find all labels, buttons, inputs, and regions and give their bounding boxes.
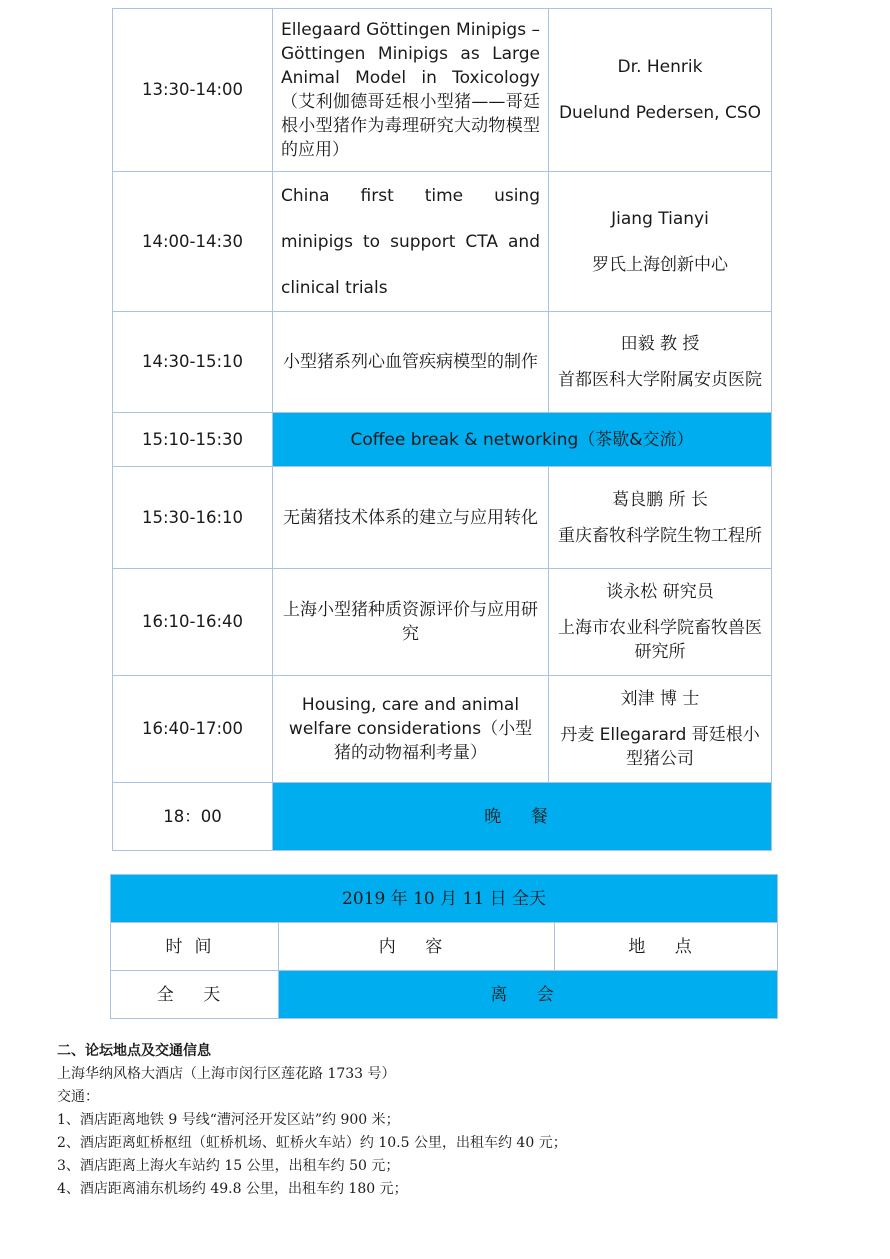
- transport-label: 交通：: [57, 1089, 99, 1105]
- speaker-name: 谈永松 研究员: [606, 582, 714, 602]
- transport-item: 3、酒店距离上海火车站约 15 公里，出租车约 50 元；: [57, 1158, 400, 1174]
- table-row: [113, 413, 772, 467]
- time-cell: 全 天: [111, 971, 279, 1019]
- time-cell: 15:10-15:30: [113, 413, 273, 467]
- speaker-cell: [549, 172, 772, 312]
- time-cell: 15:30-16:10: [113, 467, 273, 569]
- topic-cell: Housing, care and animal welfare considerations（小型猪的动物福利考量）: [273, 676, 549, 783]
- speaker-affiliation: 重庆畜牧科学院生物工程所: [558, 525, 762, 546]
- speaker-name: 田毅 教 授: [620, 334, 700, 354]
- speaker-name: 刘津 博 士: [620, 689, 700, 709]
- time-cell: 16:40-17:00: [113, 676, 273, 783]
- time-cell: 14:30-15:10: [113, 312, 273, 413]
- time-cell: 14:00-14:30: [113, 172, 273, 312]
- table-row: [113, 676, 772, 783]
- coffee-break-cell: Coffee break & networking（茶歇&交流）: [273, 413, 772, 467]
- section-heading: 二、论坛地点及交通信息: [57, 1043, 211, 1059]
- header-location: 地 点: [555, 923, 778, 971]
- header-time: 时间: [111, 923, 279, 971]
- speaker-name: Dr. Henrik: [617, 57, 703, 77]
- speaker-name: 葛良鹏 所 长: [612, 489, 708, 510]
- speaker-affiliation: 罗氏上海创新中心: [592, 254, 728, 275]
- table-row: [113, 9, 772, 172]
- topic-cell: 无菌猪技术体系的建立与应用转化: [273, 467, 549, 569]
- table-row: [113, 783, 772, 851]
- departure-cell: 离 会: [279, 971, 778, 1019]
- day2-table: [110, 874, 778, 1019]
- table-row: [113, 312, 772, 413]
- dinner-cell: 晚 餐: [273, 783, 772, 851]
- speaker-affiliation: 首都医科大学附属安贞医院: [558, 370, 762, 390]
- transport-item: 4、酒店距离浦东机场约 49.8 公里，出租车约 180 元；: [57, 1181, 408, 1197]
- speaker-name: Jiang Tianyi: [611, 208, 709, 229]
- speaker-affiliation: 丹麦 Ellegarard 哥廷根小型猪公司: [560, 725, 760, 769]
- schedule-table: [112, 8, 772, 851]
- time-cell: 18：00: [113, 783, 273, 851]
- speaker-cell: [549, 676, 772, 783]
- day2-title: 2019 年 10 月 11 日 全天: [111, 875, 778, 923]
- speaker-cell: [549, 312, 772, 413]
- speaker-cell: [549, 467, 772, 569]
- topic-cell: China first time using minipigs to support CTA and clinical trials: [273, 172, 549, 312]
- header-content: 内 容: [279, 923, 555, 971]
- time-cell: 16:10-16:40: [113, 569, 273, 676]
- table-row: [113, 467, 772, 569]
- topic-cell: 上海小型猪种质资源评价与应用研究: [273, 569, 549, 676]
- table-row: [113, 172, 772, 312]
- speaker-affiliation: 上海市农业科学院畜牧兽医研究所: [558, 618, 762, 662]
- venue-address: 上海华纳风格大酒店（上海市闵行区莲花路 1733 号）: [57, 1066, 396, 1082]
- time-cell: 13:30-14:00: [113, 9, 273, 172]
- speaker-affiliation: Duelund Pedersen, CSO: [558, 103, 762, 123]
- table-row: [113, 569, 772, 676]
- venue-section: [57, 1040, 837, 1201]
- topic-cell: 小型猪系列心血管疾病模型的制作: [273, 312, 549, 413]
- speaker-cell: [549, 569, 772, 676]
- topic-cell: Ellegaard Göttingen Minipigs – Göttingen Minipigs as Large Animal Model in Toxicology（艾利伽德哥廷根小型猪——哥廷根小型猪作为毒理研究大动物模型的应用）: [273, 9, 549, 172]
- speaker-cell: [549, 9, 772, 172]
- transport-item: 2、酒店距离虹桥枢纽（虹桥机场、虹桥火车站）约 10.5 公里，出租车约 40 元；: [57, 1135, 567, 1151]
- transport-item: 1、酒店距离地铁 9 号线“漕河泾开发区站”约 900 米；: [57, 1112, 400, 1128]
